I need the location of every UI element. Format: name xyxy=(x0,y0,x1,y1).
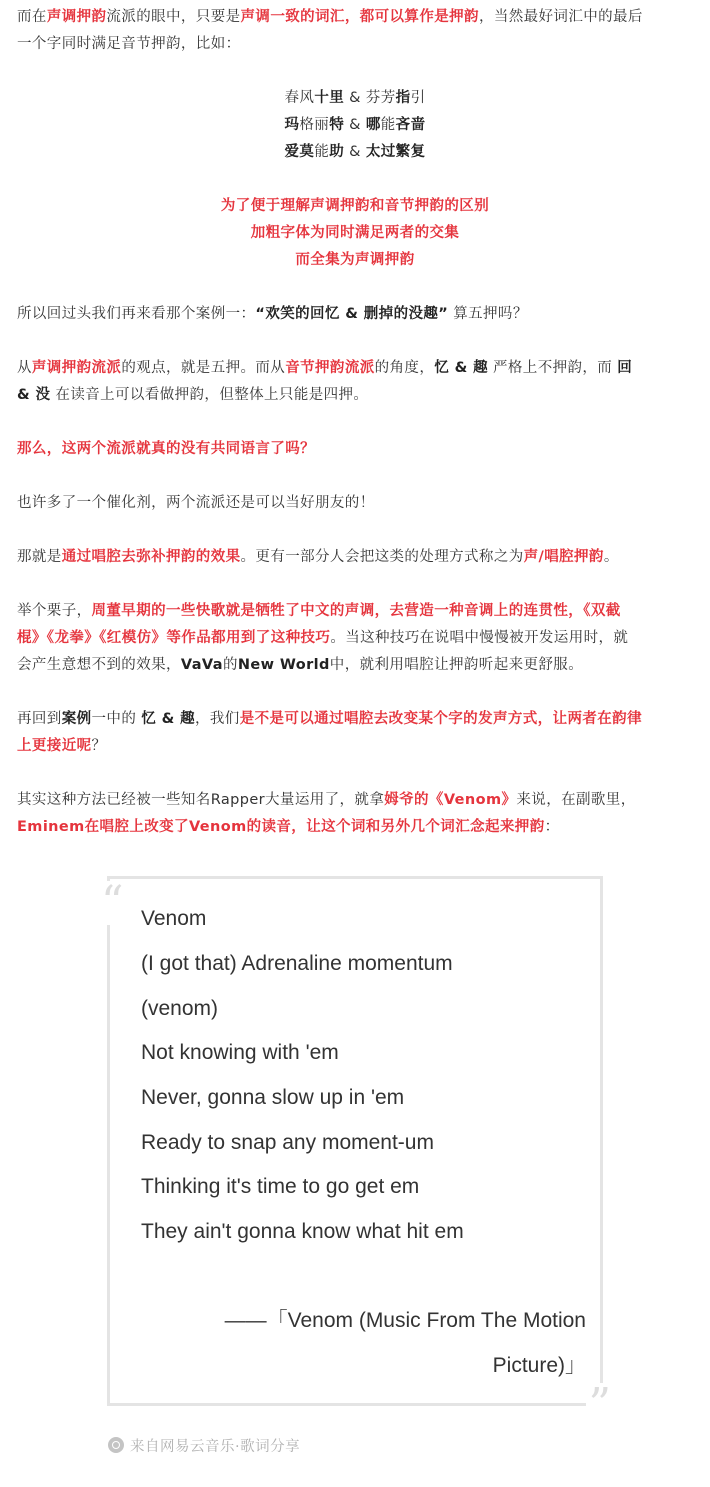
lyric-line: (venom) xyxy=(141,997,219,1020)
text: 。 xyxy=(603,549,619,565)
bold-text: 十里 xyxy=(314,90,345,106)
highlight: 是不是可以通过唱腔去改变某个字的发声方式，让两者在韵律 xyxy=(239,711,642,727)
lyric-line: Thinking it's time to go get em xyxy=(141,1175,420,1198)
text: 其实这种方法已经被一些知名Rapper大量运用了，就拿 xyxy=(17,792,385,808)
highlight: Eminem在唱腔上改变了Venom的读音，让这个词和另外几个词汇念起来押韵 xyxy=(17,819,545,835)
paragraph-viewpoint xyxy=(17,355,693,382)
lyric-line: Venom xyxy=(141,907,207,930)
ampersand: & xyxy=(344,144,366,160)
text: 芬芳 xyxy=(365,90,396,106)
bold-text: 助 xyxy=(329,144,345,160)
note-line: 加粗字体为同时满足两者的交集 xyxy=(250,225,460,241)
bold-text: 爱莫 xyxy=(284,144,315,160)
highlight: 声调一致的词汇，都可以算作是押韵 xyxy=(240,9,479,25)
text: 格丽 xyxy=(299,117,330,133)
paragraph-example-line2 xyxy=(17,625,693,652)
paragraph-intro-line2: 一个字同时满足音节押韵，比如： xyxy=(17,36,241,52)
text: 能 xyxy=(314,144,330,160)
lyric-line: They ain't gonna know what hit em xyxy=(141,1220,464,1243)
text: 所以回过头我们再来看那个案例一： xyxy=(17,306,256,322)
text: 来说，在副歌里， xyxy=(516,792,636,808)
lyric-line: Ready to snap any moment-um xyxy=(141,1131,434,1154)
bold-text: VaVa xyxy=(180,657,223,673)
bold-text: New World xyxy=(237,657,330,673)
bold-text: 特 xyxy=(329,117,345,133)
paragraph-back xyxy=(17,706,693,733)
paragraph-back-line2 xyxy=(17,733,693,760)
lyric-source-line2: Picture)」 xyxy=(492,1354,586,1377)
text: 严格上不押韵，而 xyxy=(487,360,618,376)
bold-text: & 没 xyxy=(17,387,51,403)
text: 从 xyxy=(17,360,32,376)
example-line xyxy=(0,112,710,139)
bold-text: 吝啬 xyxy=(395,117,426,133)
bold-text: 太过繁复 xyxy=(365,144,426,160)
paragraph-viewpoint-line2 xyxy=(17,382,693,409)
text: ？ xyxy=(91,738,107,754)
text: 春风 xyxy=(284,90,315,106)
text: 在读音上可以看做押韵，但整体上只能是四押。 xyxy=(50,387,369,403)
highlight: 周董早期的一些快歌就是牺牲了中文的声调，去营造一种音调上的连贯性，《双截 xyxy=(91,603,621,619)
text: 而在 xyxy=(17,9,47,25)
ampersand: & xyxy=(344,117,366,133)
highlight: 声调押韵 xyxy=(46,9,107,25)
paragraph-example xyxy=(17,598,693,625)
open-quote-icon: “ xyxy=(98,881,127,925)
text: 举个栗子， xyxy=(17,603,92,619)
bold-text: 指 xyxy=(395,90,411,106)
bold-text: 案例 xyxy=(61,711,92,727)
bold-text: 回 xyxy=(617,360,633,376)
highlight: 音节押韵流派 xyxy=(285,360,375,376)
footer-text: 来自网易云音乐·歌词分享 xyxy=(130,1438,301,1455)
case-quote: “欢笑的回忆 & 删掉的没趣” xyxy=(255,306,449,322)
text: 那就是 xyxy=(17,549,62,565)
text: 的观点，就是五押。而从 xyxy=(121,360,286,376)
highlight: 声/唱腔押韵 xyxy=(523,549,604,565)
text: 再回到 xyxy=(17,711,62,727)
netease-cloud-music-icon xyxy=(108,1437,124,1453)
highlight: 棍》《龙拳》《红模仿》等作品都用到了这种技巧 xyxy=(17,630,331,646)
highlight: 上更接近呢 xyxy=(17,738,92,754)
bold-text: 忆 & 趣 xyxy=(434,360,488,376)
paragraph-catalyst: 也许多了一个催化剂，两个流派还是可以当好朋友的！ xyxy=(17,495,375,511)
text: 算五押吗？ xyxy=(448,306,528,322)
ampersand: & xyxy=(344,90,366,106)
bold-text: 玛 xyxy=(284,117,300,133)
paragraph-method xyxy=(17,544,693,571)
text: 的角度， xyxy=(374,360,435,376)
text: ： xyxy=(544,819,560,835)
highlight: 姆爷的《Venom》 xyxy=(384,792,517,808)
text: 流派的眼中，只要是 xyxy=(106,9,241,25)
example-line xyxy=(0,85,710,112)
paragraph-intro xyxy=(17,4,693,31)
text: 中，就利用唱腔让押韵听起来更舒服。 xyxy=(329,657,584,673)
text: 引 xyxy=(410,90,426,106)
note-line: 为了便于理解声调押韵和音节押韵的区别 xyxy=(220,198,490,214)
lyric-line: Not knowing with 'em xyxy=(141,1041,339,1064)
highlight: 通过唱腔去弥补押韵的效果 xyxy=(61,549,241,565)
lyric-line: Never, gonna slow up in 'em xyxy=(141,1086,405,1109)
example-line xyxy=(0,139,710,166)
paragraph-venom-line2 xyxy=(17,814,693,841)
note-line: 而全集为声调押韵 xyxy=(295,252,415,268)
lyric-line: (I got that) Adrenaline momentum xyxy=(141,952,453,975)
paragraph-venom xyxy=(17,787,693,814)
text: 一中的 xyxy=(91,711,142,727)
lyric-source: ——「Venom (Music From The Motion xyxy=(224,1309,586,1332)
text: 。当这种技巧在说唱中慢慢被开发运用时，就 xyxy=(330,630,629,646)
paragraph-example-line3 xyxy=(17,652,693,679)
paragraph-case xyxy=(17,301,693,328)
text: ，当然最好词汇中的最后 xyxy=(478,9,643,25)
text: 能 xyxy=(380,117,396,133)
close-quote-icon: ” xyxy=(586,1383,615,1427)
highlight: 声调押韵流派 xyxy=(31,360,122,376)
text: ，我们 xyxy=(194,711,240,727)
lyrics-quote-card xyxy=(101,876,611,1430)
text: 的 xyxy=(222,657,238,673)
share-footer[interactable] xyxy=(108,1434,300,1456)
text: 。更有一部分人会把这类的处理方式称之为 xyxy=(240,549,524,565)
bold-text: 忆 & 趣 xyxy=(141,711,195,727)
question-highlight: 那么，这两个流派就真的没有共同语言了吗？ xyxy=(17,441,315,457)
text: 会产生意想不到的效果， xyxy=(17,657,181,673)
bold-text: 哪 xyxy=(365,117,381,133)
